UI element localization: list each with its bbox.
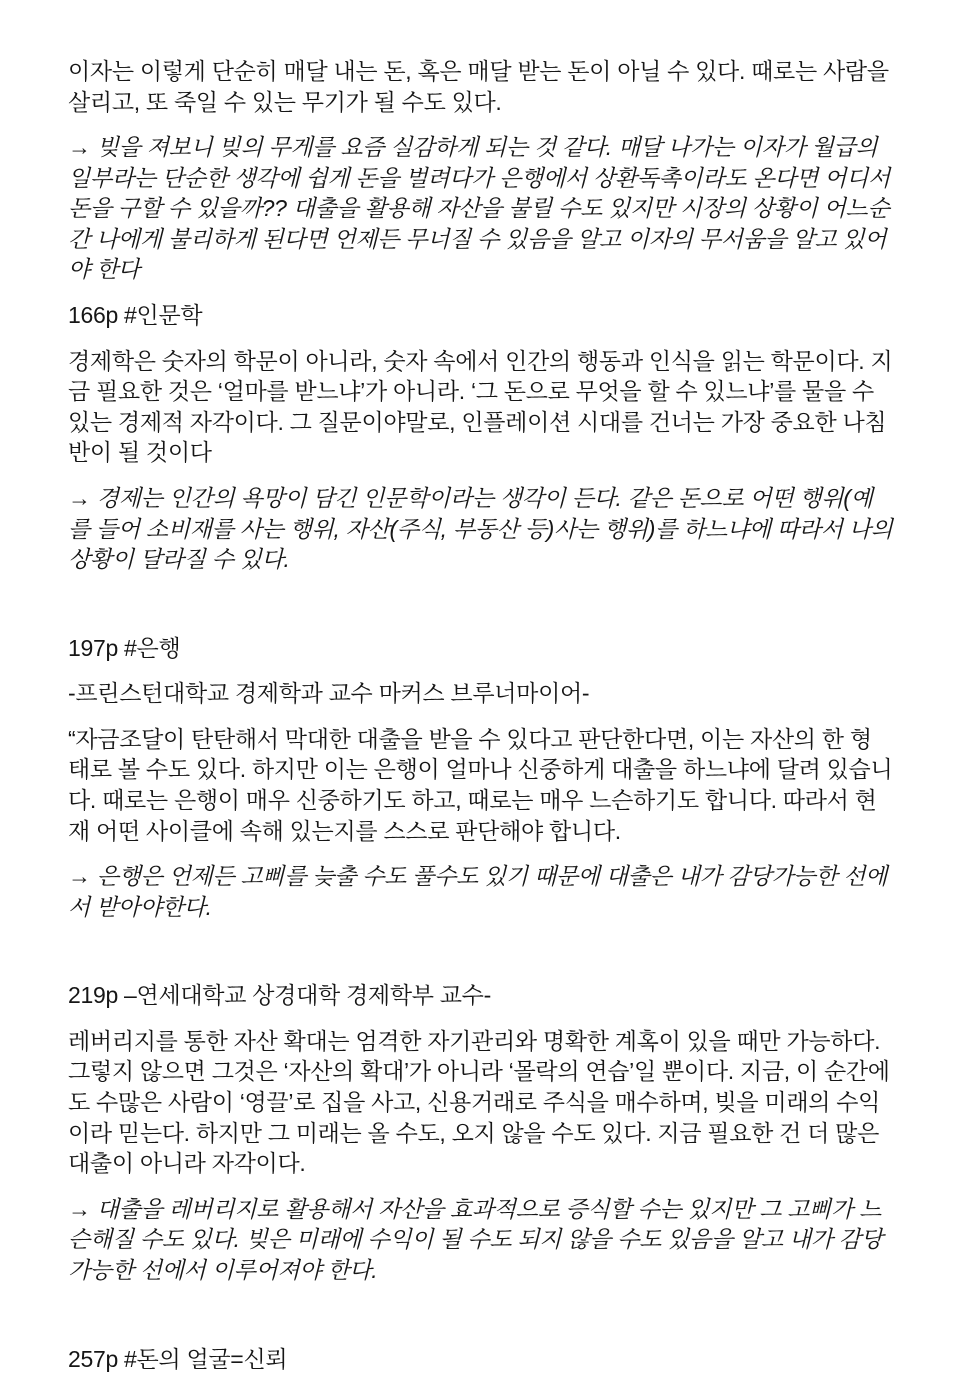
note-paragraph-economics-humanities: 경제학은 숫자의 학문이 아니라, 숫자 속에서 인간의 행동과 인식을 읽는 학문이다. 지금 필요한 것은 ‘얼마를 받느냐’가 아니라. ‘그 돈으로 무엇을 할 수 있느냐’를 물을 수 있는 경제적 자각이다. 그 질문이야말로, 인플레이션 시대를 건너는 가장 중요한 나침반이 될 것이다 xyxy=(68,347,893,466)
section-heading-197p-bank: 197p #은행 xyxy=(68,634,181,661)
note-quote-funding-loans: “자금조달이 탄탄해서 막대한 대출을 받을 수 있다고 판단한다면, 이는 자산의 한 형태로 볼 수도 있다. 하지만 이는 은행이 얼마나 신중하게 대출을 하느냐에 달려 있습니다. 때로는 은행이 매우 신중하기도 하고, 때로는 매우 느슨하기도 합니다. 따라서 현재 어떤 사이클에 속해 있는지를 스스로 판단해야 합니다. xyxy=(68,725,893,844)
note-annotation-interest: → 빚을 져보니 빚의 무게를 요즘 실감하게 되는 것 같다. 매달 나가는 이자가 월급의 일부라는 단순한 생각에 쉽게 돈을 벌려다가 은행에서 상환독촉이라도 온다면 어디서 돈을 구할 수 있을까?? 대출을 활용해 자산을 불릴 수도 있지만 시장의 상황이 어느순간 나에게 불리하게 된다면 언제든 무너질 수 있음을 알고 이자의 무서움을 알고 있어야 한다 xyxy=(68,134,890,283)
section-heading-257p-money-face-trust: 257p #돈의 얼굴=신뢰 xyxy=(68,1345,288,1372)
note-annotation-bank-reins: → 은행은 언제든 고삐를 늦출 수도 풀수도 있기 때문에 대출은 내가 감당가능한 선에서 받아야한다. xyxy=(68,863,888,920)
note-annotation-leverage: → 대출을 레버리지로 활용해서 자산을 효과적으로 증식할 수는 있지만 그 고삐가 느슨해질 수도 있다. 빚은 미래에 수익이 될 수도 되지 않을 수도 있음을 알고 내가 감당가능한 선에서 이루어져야 한다. xyxy=(68,1195,883,1283)
note-annotation-economics-humanities: → 경제는 인간의 욕망이 담긴 인문학이라는 생각이 든다. 같은 돈으로 어떤 행위(예를 들어 소비재를 사는 행위, 자산(주식, 부동산 등)사는 행위)를 하느냐에 따라서 나의 상황이 달라질 수 있다. xyxy=(68,484,893,573)
note-attribution-princeton-professor: -프린스턴대학교 경제학과 교수 마커스 브루너마이어- xyxy=(68,680,590,707)
note-paragraph-leverage: 레버리지를 통한 자산 확대는 엄격한 자기관리와 명확한 계혹이 있을 때만 가능하다. 그렇지 않으면 그것은 ‘자산의 확대’가 아니라 ‘몰락의 연습’일 뿐이다. 지금, 이 순간에도 수많은 사람이 ‘영끌’로 집을 사고, 신용거래로 주식을 매수하며, 빚을 미래의 수익이라 믿는다. 하지만 그 미래는 올 수도, 오지 않을 수도 있다. 지금 필요한 건 더 많은 대출이 아니라 자각이다. xyxy=(68,1027,890,1177)
note-paragraph-interest: 이자는 이렇게 단순히 매달 내는 돈, 혹은 매달 받는 돈이 아닐 수 있다. 때로는 사람을 살리고, 또 죽일 수 있는 무기가 될 수도 있다. xyxy=(68,58,889,115)
section-heading-219p-yonsei-professor: 219p –연세대학교 상경대학 경제학부 교수- xyxy=(68,982,491,1009)
section-heading-166p-humanities: 166p #인문학 xyxy=(68,302,203,329)
